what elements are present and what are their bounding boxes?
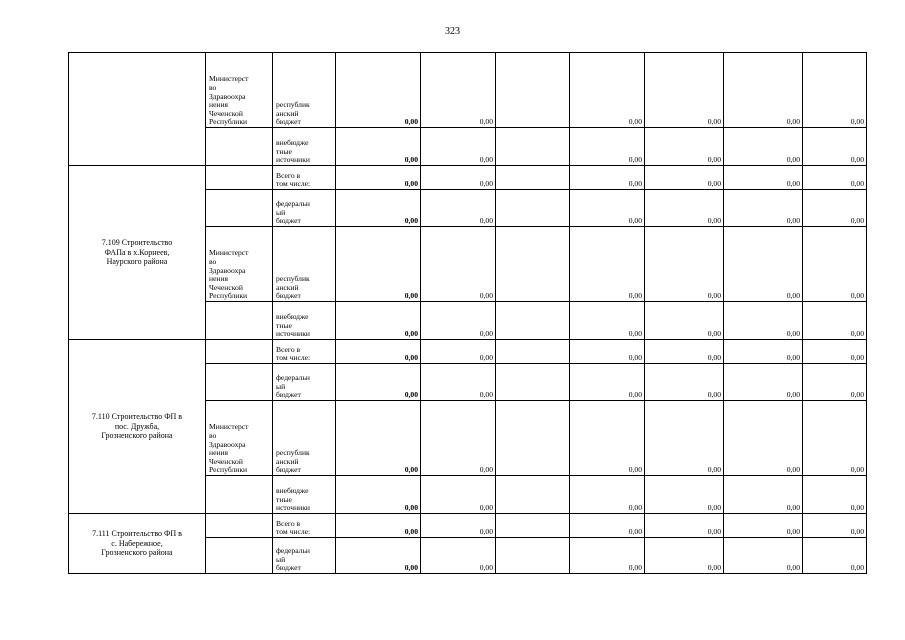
executor-text: Министерст во Здравоохра нения Чеченской Республики bbox=[209, 248, 249, 301]
funding-source-text: Всего в том числе: bbox=[276, 170, 311, 189]
value-cell: 0,00 bbox=[724, 340, 803, 364]
value-cell: 0,00 bbox=[336, 364, 421, 401]
value-cell: 0,00 bbox=[421, 166, 496, 190]
value-cell: 0,00 bbox=[645, 53, 724, 128]
value-cell: 0,00 bbox=[421, 401, 496, 476]
value-cell: 0,00 bbox=[724, 190, 803, 227]
executor-cell bbox=[206, 190, 273, 227]
value-cell: 0,00 bbox=[570, 128, 645, 166]
value-cell: 0,00 bbox=[336, 401, 421, 476]
value-cell: 0,00 bbox=[336, 340, 421, 364]
funding-source-text: республик анский бюджет bbox=[276, 274, 310, 301]
funding-source-text: внебюдже тные источники bbox=[276, 486, 310, 513]
value-cell: 0,00 bbox=[336, 538, 421, 574]
value-cell bbox=[496, 190, 570, 227]
value-cell: 0,00 bbox=[421, 128, 496, 166]
funding-source-cell bbox=[273, 401, 336, 476]
object-name: 7.109 Строительство ФАПа в х.Корнеев, Наурского района bbox=[101, 238, 173, 267]
value-cell bbox=[496, 538, 570, 574]
value-cell: 0,00 bbox=[421, 364, 496, 401]
value-cell: 0,00 bbox=[336, 190, 421, 227]
object-name: 7.110 Строительство ФП в пос. Дружба, Грозненского района bbox=[91, 412, 183, 441]
funding-source-cell bbox=[273, 190, 336, 227]
value-cell: 0,00 bbox=[645, 514, 724, 538]
value-cell: 0,00 bbox=[645, 476, 724, 514]
value-cell bbox=[496, 53, 570, 128]
value-cell: 0,00 bbox=[336, 53, 421, 128]
value-cell: 0,00 bbox=[803, 302, 867, 340]
value-cell: 0,00 bbox=[645, 128, 724, 166]
funding-source-text: Всего в том числе: bbox=[276, 518, 311, 537]
value-cell: 0,00 bbox=[570, 538, 645, 574]
executor-text: Министерст во Здравоохра нения Чеченской Республики bbox=[209, 74, 249, 127]
executor-cell bbox=[206, 53, 273, 128]
funding-source-cell bbox=[273, 340, 336, 364]
value-cell: 0,00 bbox=[724, 401, 803, 476]
object-name-cell bbox=[69, 340, 206, 514]
value-cell: 0,00 bbox=[336, 166, 421, 190]
value-cell: 0,00 bbox=[803, 514, 867, 538]
value-cell: 0,00 bbox=[724, 302, 803, 340]
value-cell bbox=[496, 364, 570, 401]
value-cell: 0,00 bbox=[421, 53, 496, 128]
value-cell: 0,00 bbox=[724, 364, 803, 401]
value-cell: 0,00 bbox=[724, 128, 803, 166]
executor-cell bbox=[206, 166, 273, 190]
funding-source-cell bbox=[273, 364, 336, 401]
value-cell: 0,00 bbox=[570, 302, 645, 340]
value-cell: 0,00 bbox=[724, 476, 803, 514]
value-cell: 0,00 bbox=[803, 53, 867, 128]
executor-cell bbox=[206, 128, 273, 166]
value-cell: 0,00 bbox=[421, 340, 496, 364]
value-cell: 0,00 bbox=[421, 476, 496, 514]
value-cell: 0,00 bbox=[570, 514, 645, 538]
value-cell: 0,00 bbox=[570, 401, 645, 476]
funding-source-cell bbox=[273, 514, 336, 538]
funding-source-text: федеральн ый бюджет bbox=[276, 199, 310, 226]
funding-source-cell bbox=[273, 538, 336, 574]
value-cell: 0,00 bbox=[421, 190, 496, 227]
value-cell: 0,00 bbox=[645, 340, 724, 364]
value-cell: 0,00 bbox=[570, 53, 645, 128]
funding-source-text: внебюдже тные источники bbox=[276, 312, 310, 339]
table-row bbox=[69, 514, 867, 538]
value-cell bbox=[496, 514, 570, 538]
value-cell: 0,00 bbox=[421, 514, 496, 538]
value-cell: 0,00 bbox=[803, 128, 867, 166]
value-cell bbox=[496, 401, 570, 476]
value-cell: 0,00 bbox=[803, 364, 867, 401]
executor-cell bbox=[206, 302, 273, 340]
funding-source-text: Всего в том числе: bbox=[276, 344, 311, 363]
value-cell: 0,00 bbox=[724, 53, 803, 128]
value-cell: 0,00 bbox=[724, 166, 803, 190]
value-cell: 0,00 bbox=[645, 364, 724, 401]
value-cell: 0,00 bbox=[645, 190, 724, 227]
value-cell: 0,00 bbox=[645, 166, 724, 190]
value-cell: 0,00 bbox=[570, 340, 645, 364]
funding-source-cell bbox=[273, 128, 336, 166]
page-number: 323 bbox=[445, 26, 460, 37]
value-cell: 0,00 bbox=[803, 401, 867, 476]
funding-source-cell bbox=[273, 227, 336, 302]
value-cell: 0,00 bbox=[336, 128, 421, 166]
value-cell bbox=[496, 476, 570, 514]
object-name-cell bbox=[69, 166, 206, 340]
funding-source-cell bbox=[273, 166, 336, 190]
value-cell bbox=[496, 340, 570, 364]
value-cell: 0,00 bbox=[570, 476, 645, 514]
value-cell: 0,00 bbox=[336, 302, 421, 340]
value-cell: 0,00 bbox=[570, 227, 645, 302]
object-name-cell bbox=[69, 514, 206, 574]
funding-source-cell bbox=[273, 53, 336, 128]
object-name: 7.111 Строительство ФП в с. Набережное, Грозненского района bbox=[92, 529, 182, 558]
executor-cell bbox=[206, 476, 273, 514]
table-row bbox=[69, 340, 867, 364]
value-cell bbox=[496, 166, 570, 190]
executor-cell bbox=[206, 340, 273, 364]
value-cell: 0,00 bbox=[645, 227, 724, 302]
value-cell: 0,00 bbox=[803, 538, 867, 574]
funding-source-text: республик анский бюджет bbox=[276, 100, 310, 127]
value-cell: 0,00 bbox=[336, 514, 421, 538]
value-cell: 0,00 bbox=[803, 340, 867, 364]
budget-table bbox=[68, 52, 867, 574]
executor-text: Министерст во Здравоохра нения Чеченской Республики bbox=[209, 422, 249, 475]
value-cell: 0,00 bbox=[336, 227, 421, 302]
funding-source-text: республик анский бюджет bbox=[276, 448, 310, 475]
funding-source-text: федеральн ый бюджет bbox=[276, 546, 310, 573]
executor-cell bbox=[206, 538, 273, 574]
value-cell: 0,00 bbox=[724, 227, 803, 302]
value-cell: 0,00 bbox=[803, 227, 867, 302]
value-cell: 0,00 bbox=[570, 364, 645, 401]
object-name-cell bbox=[69, 53, 206, 166]
value-cell: 0,00 bbox=[645, 401, 724, 476]
value-cell: 0,00 bbox=[803, 166, 867, 190]
funding-source-text: внебюдже тные источники bbox=[276, 138, 310, 165]
executor-cell bbox=[206, 401, 273, 476]
value-cell bbox=[496, 128, 570, 166]
value-cell bbox=[496, 227, 570, 302]
value-cell: 0,00 bbox=[724, 514, 803, 538]
value-cell: 0,00 bbox=[803, 476, 867, 514]
value-cell: 0,00 bbox=[645, 302, 724, 340]
value-cell: 0,00 bbox=[421, 302, 496, 340]
funding-source-cell bbox=[273, 476, 336, 514]
value-cell: 0,00 bbox=[645, 538, 724, 574]
value-cell: 0,00 bbox=[724, 538, 803, 574]
value-cell: 0,00 bbox=[570, 166, 645, 190]
funding-source-text: федеральн ый бюджет bbox=[276, 373, 310, 400]
table-row bbox=[69, 53, 867, 128]
table-row bbox=[69, 166, 867, 190]
value-cell: 0,00 bbox=[421, 227, 496, 302]
executor-cell bbox=[206, 514, 273, 538]
value-cell: 0,00 bbox=[421, 538, 496, 574]
value-cell bbox=[496, 302, 570, 340]
executor-cell bbox=[206, 364, 273, 401]
value-cell: 0,00 bbox=[803, 190, 867, 227]
executor-cell bbox=[206, 227, 273, 302]
value-cell: 0,00 bbox=[336, 476, 421, 514]
value-cell: 0,00 bbox=[570, 190, 645, 227]
funding-source-cell bbox=[273, 302, 336, 340]
